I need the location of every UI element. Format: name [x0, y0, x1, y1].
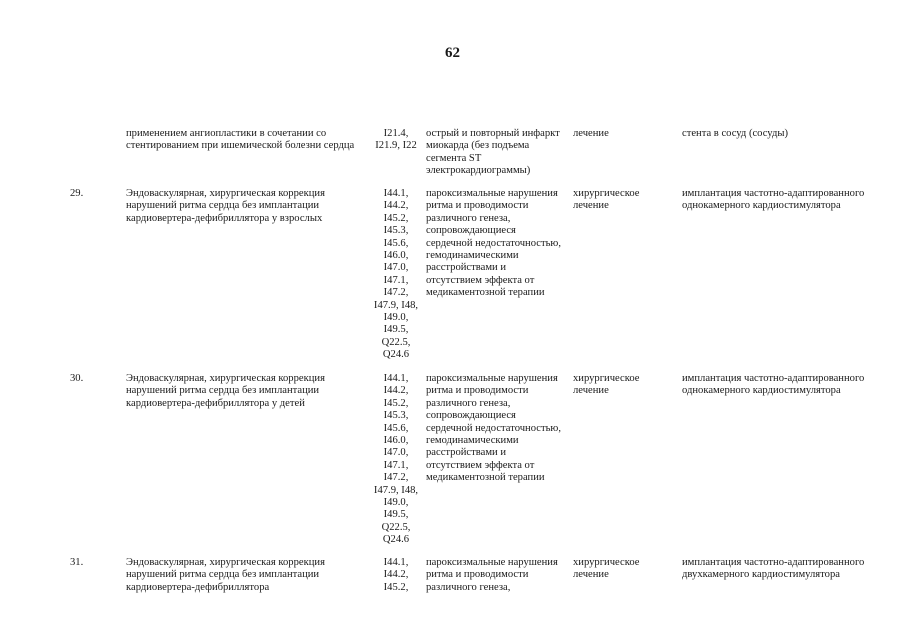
- procedure-name: [126, 128, 366, 153]
- icd-code: I21.9, I22: [375, 140, 417, 152]
- icd-code: I45.2,: [383, 581, 409, 593]
- treatment-method: [682, 557, 902, 582]
- icd-code: I49.5,: [383, 324, 409, 336]
- text-line: ритма и проводимости: [426, 200, 529, 212]
- text-line: хирургическое: [573, 188, 640, 199]
- icd-codes: [372, 188, 420, 362]
- treatment-method: [682, 128, 902, 140]
- icd-codes: [372, 373, 420, 547]
- text-line: гемодинамическими: [426, 435, 519, 447]
- text-line: расстройствами и: [426, 447, 507, 459]
- icd-code: I45.6,: [383, 422, 409, 434]
- text-line: нарушений ритма сердца без имплантации: [126, 569, 320, 581]
- icd-code: I44.2,: [383, 385, 409, 397]
- icd-code: I45.2,: [383, 212, 409, 224]
- treatment-type: [573, 557, 673, 582]
- text-line: различного генеза,: [426, 581, 511, 593]
- patient-model: [426, 373, 568, 485]
- text-line: лечение: [573, 128, 609, 139]
- icd-code: Q24.6: [382, 534, 410, 546]
- text-line: двухкамерного кардиостимулятора: [682, 569, 840, 581]
- patient-model: [426, 128, 568, 178]
- text-line: сердечной недостаточностью,: [426, 237, 561, 249]
- icd-code: I44.2,: [383, 569, 409, 581]
- text-line: имплантация частотно-адаптированного: [682, 373, 865, 384]
- procedure-name: [126, 188, 366, 225]
- text-line: кардиовертера-дефибриллятора: [126, 581, 270, 593]
- row-number: 31.: [70, 557, 84, 568]
- text-line: Эндоваскулярная, хирургическая коррекция: [126, 557, 325, 568]
- text-line: гемодинамическими: [426, 250, 519, 262]
- icd-code: I47.9, I48,: [373, 484, 419, 496]
- text-line: хирургическое: [573, 557, 640, 568]
- text-line: сердечной недостаточностью,: [426, 422, 561, 434]
- text-line: Эндоваскулярная, хирургическая коррекция: [126, 373, 325, 384]
- text-line: пароксизмальные нарушения: [426, 557, 558, 568]
- patient-model: [426, 557, 568, 594]
- icd-code: I49.5,: [383, 509, 409, 521]
- treatment-type: [573, 373, 673, 398]
- text-line: имплантация частотно-адаптированного: [682, 188, 865, 199]
- text-line: сопровождающиеся: [426, 225, 516, 237]
- text-line: стентированием при ишемической болезни сердца: [126, 140, 355, 152]
- icd-code: I46.0,: [383, 250, 409, 262]
- icd-code: I46.0,: [383, 435, 409, 447]
- icd-code: I47.2,: [383, 287, 409, 299]
- text-line: лечение: [573, 385, 609, 397]
- text-line: применением ангиопластики в сочетании со: [126, 128, 327, 139]
- page-number: 62: [445, 45, 460, 61]
- text-line: лечение: [573, 569, 609, 581]
- treatment-method: [682, 373, 902, 398]
- text-line: отсутствием эффекта от: [426, 459, 535, 471]
- text-line: однокамерного кардиостимулятора: [682, 385, 841, 397]
- icd-code: I45.3,: [383, 410, 409, 422]
- text-line: отсутствием эффекта от: [426, 274, 535, 286]
- treatment-type: [573, 188, 673, 213]
- text-line: медикаментозной терапии: [426, 472, 545, 484]
- icd-code: I47.9, I48,: [373, 299, 419, 311]
- text-line: имплантация частотно-адаптированного: [682, 557, 865, 568]
- text-line: сегмента ST: [426, 152, 482, 164]
- icd-codes: [372, 128, 420, 153]
- text-line: сопровождающиеся: [426, 410, 516, 422]
- icd-code: I44.1,: [383, 557, 409, 568]
- procedure-name: [126, 373, 366, 410]
- icd-code: I44.2,: [383, 200, 409, 212]
- text-line: расстройствами и: [426, 262, 507, 274]
- icd-code: I49.0,: [383, 312, 409, 324]
- icd-code: I49.0,: [383, 497, 409, 509]
- text-line: Эндоваскулярная, хирургическая коррекция: [126, 188, 325, 199]
- text-line: нарушений ритма сердца без имплантации: [126, 200, 320, 212]
- icd-code: I44.1,: [383, 188, 409, 199]
- row-number: 30.: [70, 373, 84, 384]
- text-line: лечение: [573, 200, 609, 212]
- text-line: миокарда (без подъема: [426, 140, 530, 152]
- treatment-method: [682, 188, 902, 213]
- icd-code: I47.1,: [383, 274, 409, 286]
- icd-code: I44.1,: [383, 373, 409, 384]
- icd-code: Q22.5,: [381, 336, 411, 348]
- icd-code: Q24.6: [382, 349, 410, 361]
- row-number: 29.: [70, 188, 84, 199]
- icd-code: Q22.5,: [381, 521, 411, 533]
- icd-codes: [372, 557, 420, 594]
- icd-code: I21.4,: [383, 128, 409, 139]
- text-line: различного генеза,: [426, 397, 511, 409]
- patient-model: [426, 188, 568, 300]
- text-line: кардиовертера-дефибриллятора у взрослых: [126, 212, 323, 224]
- text-line: медикаментозной терапии: [426, 287, 545, 299]
- text-line: пароксизмальные нарушения: [426, 188, 558, 199]
- icd-code: I45.6,: [383, 237, 409, 249]
- text-line: острый и повторный инфаркт: [426, 128, 560, 139]
- treatment-type: [573, 128, 673, 140]
- icd-code: I47.2,: [383, 472, 409, 484]
- procedure-name: [126, 557, 366, 594]
- text-line: различного генеза,: [426, 212, 511, 224]
- icd-code: I47.1,: [383, 459, 409, 471]
- text-line: кардиовертера-дефибриллятора у детей: [126, 397, 305, 409]
- icd-code: I47.0,: [383, 447, 409, 459]
- text-line: стента в сосуд (сосуды): [682, 128, 788, 139]
- text-line: нарушений ритма сердца без имплантации: [126, 385, 320, 397]
- text-line: электрокардиограммы): [426, 165, 531, 177]
- icd-code: I45.2,: [383, 397, 409, 409]
- icd-code: I47.0,: [383, 262, 409, 274]
- text-line: ритма и проводимости: [426, 385, 529, 397]
- text-line: однокамерного кардиостимулятора: [682, 200, 841, 212]
- text-line: пароксизмальные нарушения: [426, 373, 558, 384]
- icd-code: I45.3,: [383, 225, 409, 237]
- text-line: хирургическое: [573, 373, 640, 384]
- text-line: ритма и проводимости: [426, 569, 529, 581]
